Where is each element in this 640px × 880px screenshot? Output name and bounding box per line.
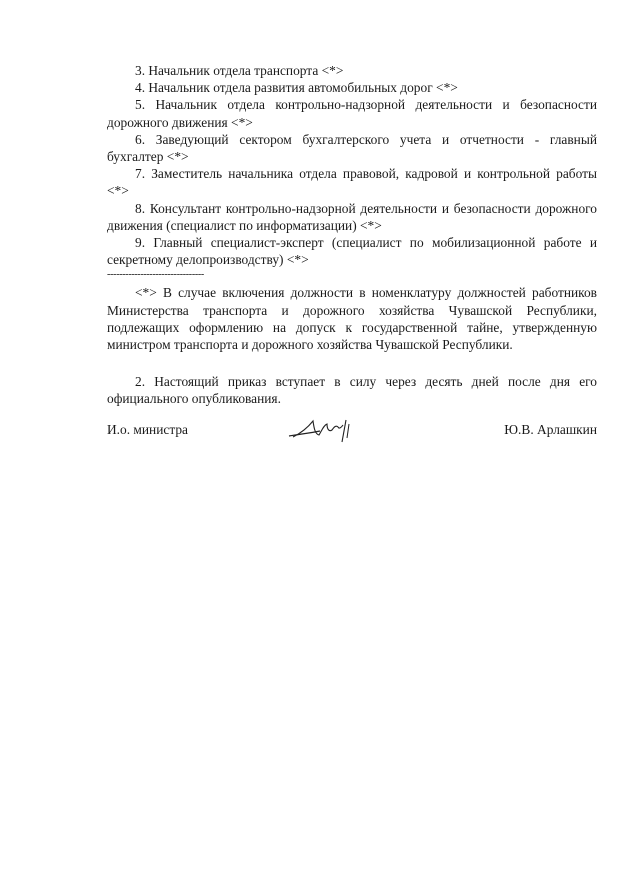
handwritten-signature xyxy=(287,416,357,446)
document-body xyxy=(107,62,597,408)
position-item-7: 7. Заместитель начальника отдела правовой, кадровой и контрольной работы <*> xyxy=(107,166,597,199)
position-item-8: 8. Консультант контрольно-надзорной деятельности и безопасности дорожного движения (специалист по информатизации) <*> xyxy=(107,200,597,233)
footnote-divider: -------------------------------- xyxy=(107,269,204,281)
signature-block xyxy=(107,422,597,452)
position-item-6: 6. Заведующий сектором бухгалтерского учета и отчетности - главный бухгалтер <*> xyxy=(107,131,597,165)
position-item-9: 9. Главный специалист-эксперт (специалист по мобилизационной работе и секретному делопроизводству) <*> xyxy=(107,235,597,268)
position-item-3: 3. Начальник отдела транспорта <*> xyxy=(135,63,344,78)
signatory-title: И.о. министра xyxy=(107,422,188,437)
position-item-4: 4. Начальник отдела развития автомобильных дорог <*> xyxy=(135,80,458,96)
footnote-text: <*> В случае включения должности в номенклатуру должностей работников Министерства транспорта и дорожного хозяйства Чувашской Республики, подлежащих оформлению на допуск к государственной тайне, утвержденную министром транспорта и дорожного хозяйства Чувашской Республики. xyxy=(107,285,597,353)
signatory-name: Ю.В. Арлашкин xyxy=(504,422,597,437)
position-item-5: 5. Начальник отдела контрольно-надзорной деятельности и безопасности дорожного движения <*> xyxy=(107,97,597,130)
effective-clause: 2. Настоящий приказ вступает в силу через десять дней после дня его официального опубликования. xyxy=(107,374,597,407)
